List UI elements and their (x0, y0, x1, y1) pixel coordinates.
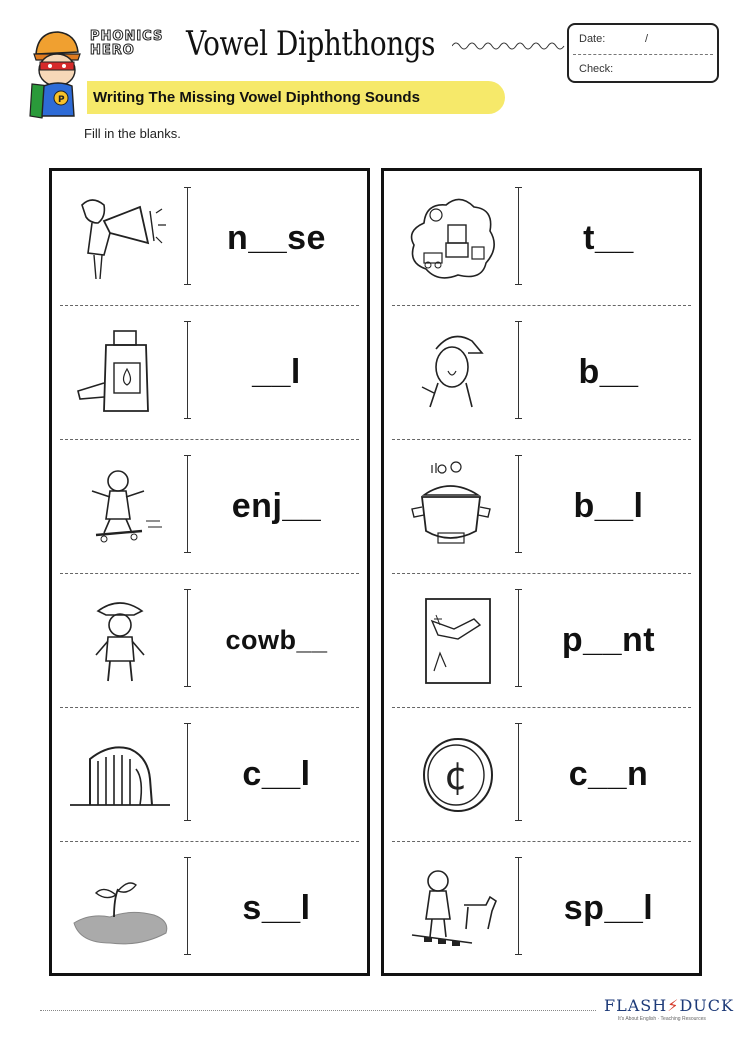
fill-in-word: b__l (573, 486, 644, 525)
divider-bar (518, 723, 519, 821)
coiled-hose-icon (70, 729, 170, 821)
exercise-row (384, 841, 699, 975)
megaphone-man-icon (70, 193, 170, 285)
footer-divider (40, 1010, 596, 1011)
fill-in-word: n__se (227, 218, 326, 257)
divider-bar (187, 321, 188, 419)
brand-tagline: It's About English · Teaching Resources (618, 1016, 706, 1022)
instruction-text: Fill in the blanks. (84, 126, 181, 141)
date-separator: / (645, 33, 649, 45)
exercise-row (384, 305, 699, 439)
svg-text:¢: ¢ (444, 754, 469, 798)
fill-in-word: c__n (568, 754, 649, 793)
exercise-row (384, 707, 699, 841)
exercise-row (52, 573, 367, 707)
divider-bar (518, 187, 519, 285)
exercise-row (52, 305, 367, 439)
divider-bar (518, 857, 519, 955)
fill-in-word: cowb__ (225, 624, 328, 655)
divider-bar (187, 455, 188, 553)
fill-in-word: t__ (583, 218, 634, 257)
date-check-box (567, 23, 719, 83)
toys-cloud-icon (402, 193, 502, 285)
hero-mascot-icon (28, 24, 88, 120)
pointing-hand-icon (402, 595, 502, 687)
exercise-row (384, 573, 699, 707)
cowboy-icon (70, 595, 170, 687)
soil-sprout-icon (70, 863, 170, 955)
exercise-row (52, 439, 367, 573)
exercise-row (52, 171, 367, 305)
oil-can-icon (70, 327, 170, 419)
svg-text:P: P (58, 95, 65, 105)
wave-divider-icon (452, 38, 568, 54)
page-title: Vowel Diphthongs (186, 24, 436, 64)
divider-bar (187, 857, 188, 955)
fill-in-word: p__nt (561, 620, 656, 659)
boiling-pot-icon (402, 461, 502, 553)
fill-in-word: __l (252, 352, 301, 391)
flashduck-logo: FLASH⚡DUCK (604, 996, 734, 1015)
divider-bar (187, 589, 188, 687)
fill-in-word: c__l (242, 754, 311, 793)
divider-bar (518, 321, 519, 419)
date-label: Date: (579, 33, 606, 45)
exercise-row (52, 707, 367, 841)
phonics-hero-logo: PHONICS HERO (90, 29, 164, 58)
fill-in-word: b__ (578, 352, 639, 391)
right-exercise-panel (381, 168, 702, 976)
fill-in-word: sp__l (563, 888, 654, 927)
divider-bar (518, 455, 519, 553)
bolt-icon: ⚡ (667, 996, 680, 1015)
divider-bar (518, 589, 519, 687)
check-label: Check: (579, 63, 614, 75)
exercise-row (52, 841, 367, 975)
coin-icon (402, 729, 502, 821)
exercise-row (384, 171, 699, 305)
divider-bar (187, 723, 188, 821)
divider-bar (187, 187, 188, 285)
girl-with-dog-icon (402, 863, 502, 955)
fill-in-word: enj__ (231, 486, 322, 525)
boy-with-cap-icon (402, 327, 502, 419)
skateboard-boy-icon (70, 461, 170, 553)
left-exercise-panel (49, 168, 370, 976)
subtitle-banner: Writing The Missing Vowel Diphthong Sounds (87, 81, 505, 114)
exercise-row (384, 439, 699, 573)
fill-in-word: s__l (242, 888, 311, 927)
